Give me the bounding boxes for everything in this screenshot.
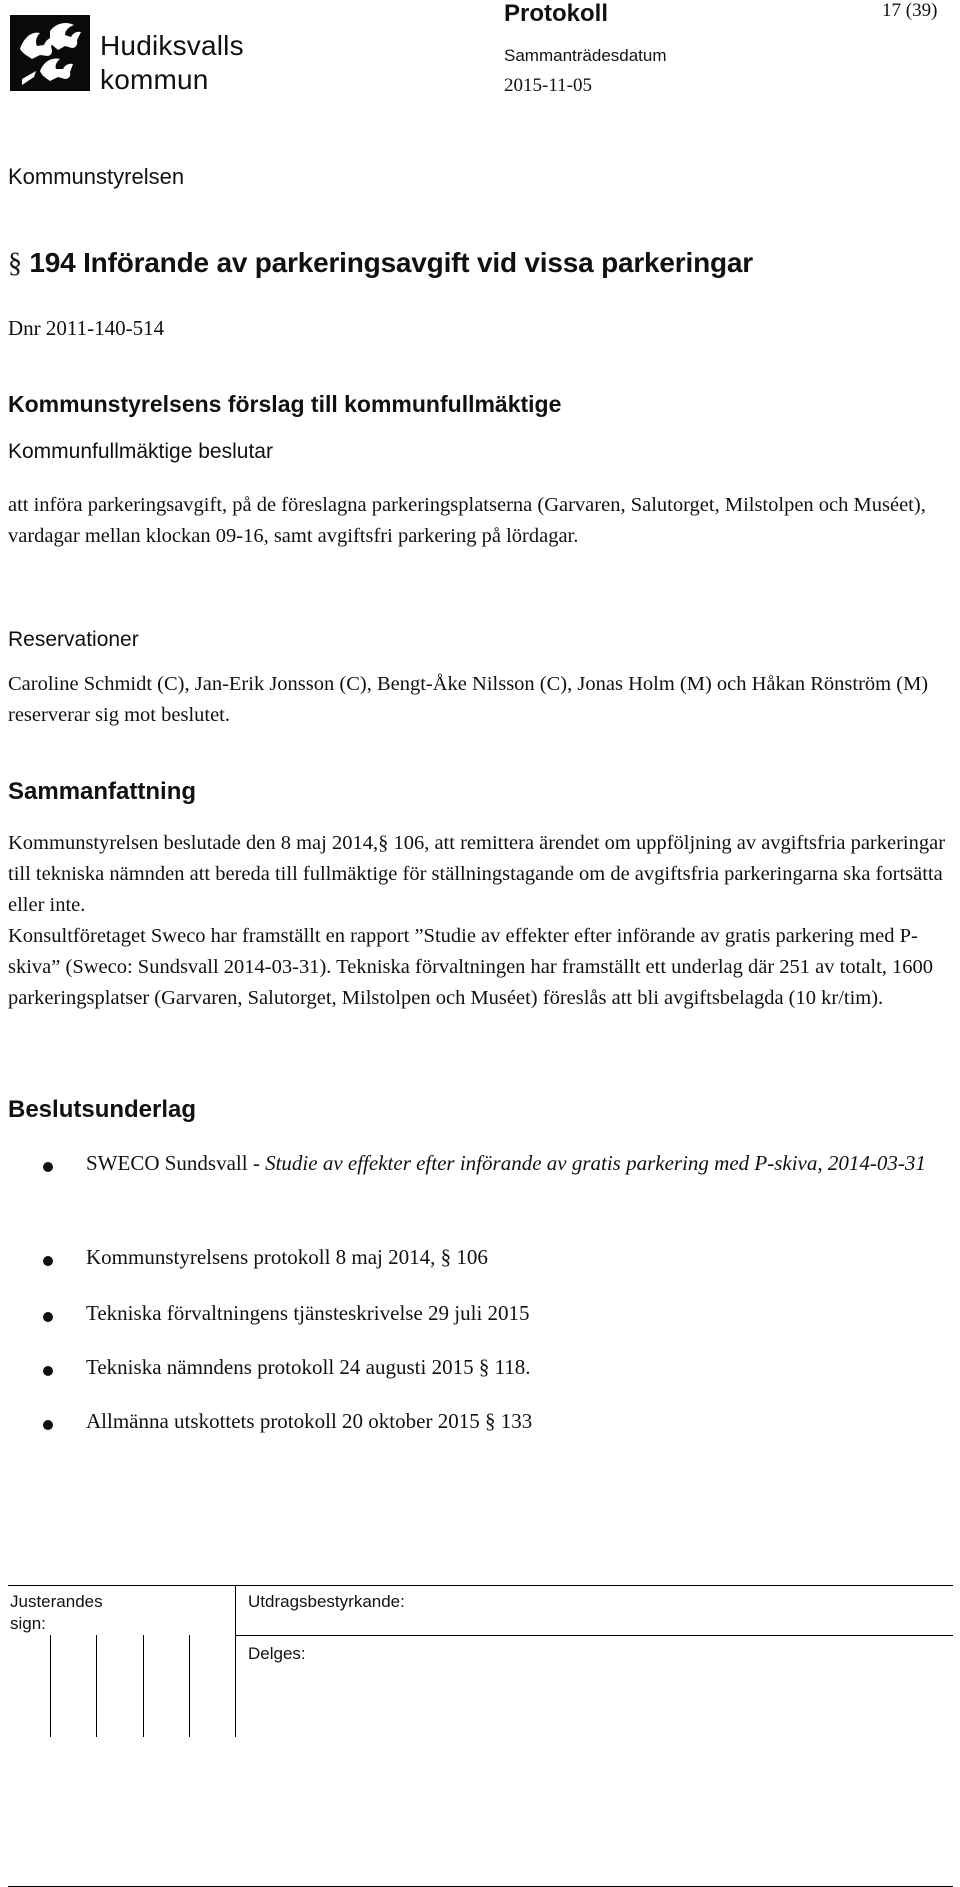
item-title-text: 194 Införande av parkeringsavgift vid vissa parkeringar: [29, 247, 753, 278]
signature-box-divider: [143, 1635, 144, 1737]
meeting-date-label: Sammanträdesdatum: [504, 46, 667, 65]
summary-text-part1: Kommunstyrelsen beslutade den 8 maj 2014,: [8, 832, 379, 854]
footer-row-divider: [235, 1635, 953, 1636]
signature-label: Justerandes sign:: [10, 1592, 103, 1633]
list-item-text: Tekniska nämndens protokoll 24 augusti 2015: [86, 1355, 474, 1379]
list-item-text: Allmänna utskottets protokoll 20 oktober 2015: [86, 1409, 480, 1433]
section-sign: §: [8, 248, 22, 279]
section-sign: §: [440, 1245, 452, 1269]
bullet-icon: [43, 1162, 53, 1172]
registry-number: Dnr 2011-140-514: [8, 316, 165, 340]
item-title: [8, 247, 753, 280]
section-sign: §: [378, 832, 389, 854]
list-item-text: Kommunstyrelsens protokoll 8 maj 2014,: [86, 1245, 436, 1269]
footer-rule: [8, 1585, 953, 1586]
distributed-to-label: Delges:: [248, 1644, 306, 1663]
proposal-heading: Kommunstyrelsens förslag till kommunfullmäktige: [8, 391, 562, 417]
signature-box-divider: [50, 1635, 51, 1737]
section-sign: §: [484, 1409, 496, 1433]
basis-heading: Beslutsunderlag: [8, 1096, 197, 1123]
list-item-suffix: 133: [495, 1409, 533, 1433]
signature-box-divider: [189, 1635, 190, 1737]
decides-label: Kommunfullmäktige beslutar: [8, 440, 273, 463]
list-item-italic: Studie av effekter efter införande av gratis parkering med P-skiva, 2014-03-31: [265, 1151, 926, 1175]
bullet-icon: [43, 1256, 53, 1266]
summary-text: [8, 828, 953, 1014]
reservations-heading: Reservationer: [8, 628, 139, 651]
document-type: Protokoll: [504, 0, 609, 27]
list-item-suffix: 118.: [489, 1355, 531, 1379]
summary-text-part2: 106, att remittera ärendet om uppföljning av avgiftsfria parkeringar till tekniska nämnden att bereda till fullmäktige för ställningstagande om de avgiftsfria parkeringarna ska fortsätta eller inte.: [8, 832, 946, 916]
decision-text: att införa parkeringsavgift, på de föreslagna parkeringsplatserna (Garvaren, Salutorget, Milstolpen och Muséet), vardagar mellan klockan 09-16, samt avgiftsfri parkering på lördagar.: [8, 494, 926, 547]
logo-text-line2: kommun: [100, 64, 209, 95]
logo-text-line1: Hudiksvalls: [100, 30, 244, 61]
bullet-icon: [43, 1366, 53, 1376]
organization-name: Kommunstyrelsen: [8, 164, 185, 189]
summary-heading: Sammanfattning: [8, 778, 197, 805]
bullet-icon: [43, 1312, 53, 1322]
bullet-icon: [43, 1420, 53, 1430]
footer-column-divider: [235, 1585, 236, 1737]
summary-text-part3: Konsultföretaget Sweco har framställt en rapport ”Studie av effekter efter införande av gratis parkering med P-skiva” (Sweco: Sundsvall 2014-03-31). Tekniska förvaltningen har framställt ett underlag där 251 av totalt, 1600 parkeringsplatser (Garvaren, Salutorget, Milstolpen och Muséet) föreslås att bli avgiftsbelagda (10 kr/tim).: [8, 925, 934, 1009]
page-number: 17 (39): [882, 0, 938, 21]
list-item-text: SWECO Sundsvall -: [86, 1151, 266, 1175]
list-item-text: Tekniska förvaltningens tjänsteskrivelse 29 juli 2015: [86, 1301, 530, 1325]
municipality-logo: [10, 15, 260, 95]
signature-box-divider: [96, 1635, 97, 1737]
goat-emblem-icon: [10, 15, 90, 91]
list-item-suffix: 106: [451, 1245, 488, 1269]
section-sign: §: [478, 1355, 490, 1379]
extract-certification-label: Utdragsbestyrkande:: [248, 1592, 405, 1611]
footer-block: [0, 1585, 960, 1737]
reservations-text: Caroline Schmidt (C), Jan-Erik Jonsson (C), Bengt-Åke Nilsson (C), Jonas Holm (M) och Håkan Rönström (M) reserverar sig mot beslutet.: [8, 673, 929, 726]
meeting-date: 2015-11-05: [504, 75, 592, 96]
